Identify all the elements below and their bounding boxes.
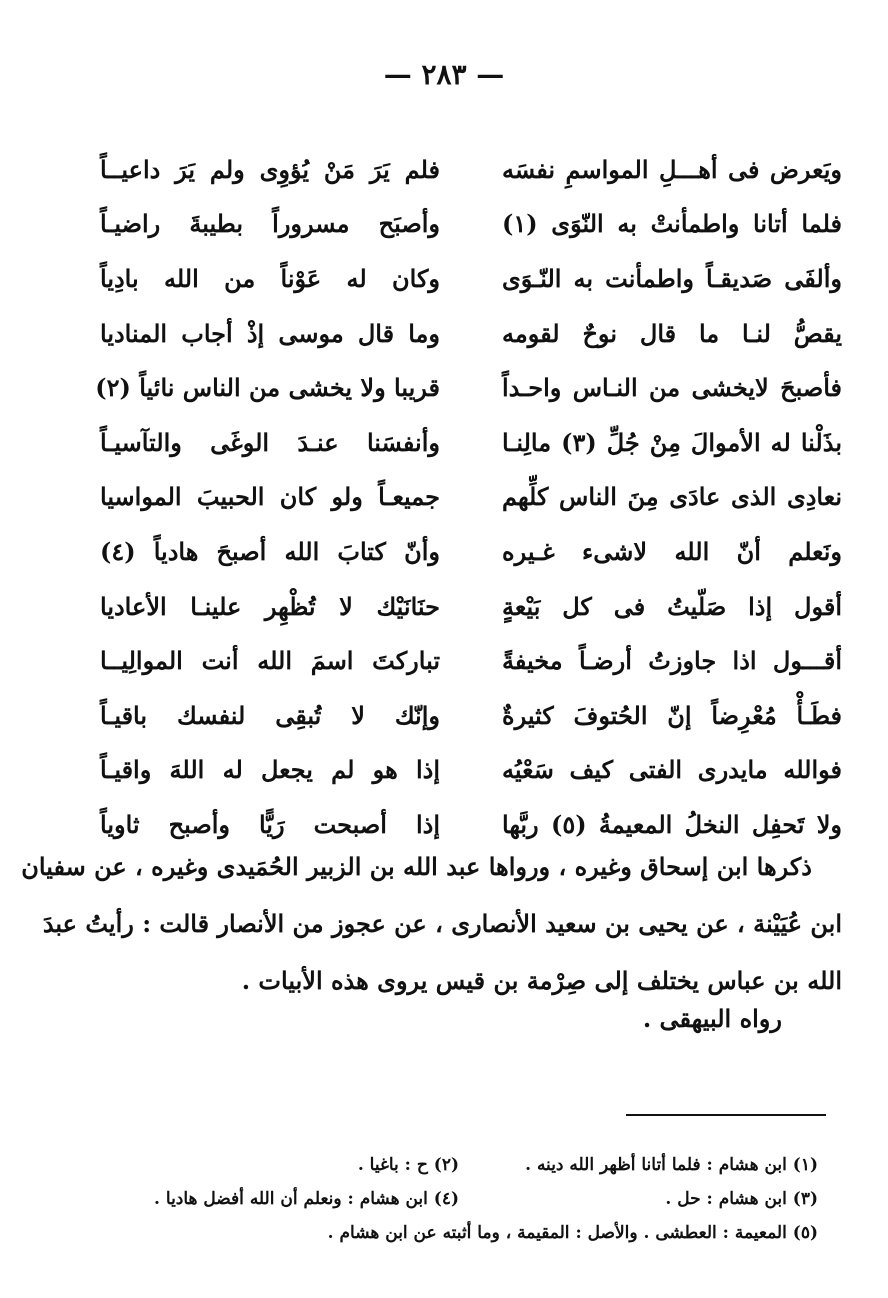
verse-right-hemistich: نعادِى الذى عادَى مِنَ الناس كلِّهم (502, 482, 842, 512)
verse-right-hemistich: بذَلْنا له الأموالَ مِنْ جُلِّ (٣) مالِنـا (502, 427, 842, 457)
verse-right-hemistich: ولا تَحفِل النخلُ المعيمةُ (٥) ربَّها (502, 809, 842, 839)
verse-left-hemistich: وأصبَح مسروراً بطيبةَ راضيـاً (100, 209, 440, 239)
footnote: (٢) ح : باغيا . (357, 1155, 459, 1175)
verse-left-hemistich: إذا أصبحت رَيًّا وأصبح ثاوياً (100, 809, 440, 839)
verse-right-hemistich: فوالله مايدرى الفتى كيف سَعْيُه (502, 755, 842, 785)
verse-right-hemistich: ويَعرض فى أهـــلِ المواسمِ نفسَه (502, 154, 842, 184)
footnote: (٣) ابن هشام : حل . (665, 1189, 818, 1209)
verse-left-hemistich: وكان له عَوْناً من الله بادِياً (100, 263, 440, 293)
footnote: (٥) المعيمة : العطشى . والأصل : المقيمة ، وما أثبته عن ابن هشام . (327, 1223, 818, 1243)
verse-row (100, 579, 842, 634)
prose-line: ذكرها ابن إسحاق وغيره ، ورواها عبد الله بن الزبير الحُمَيدى وغيره ، عن سفيان (21, 852, 812, 881)
verse-row (100, 688, 842, 743)
verse-row (100, 743, 842, 798)
verse-left-hemistich: إذا هو لم يجعل له اللهَ واقيـاً (100, 755, 440, 785)
verse-right-hemistich: أقول إذا صَلّيتُ فى كل بَيْعةٍ (502, 591, 842, 621)
footnote-row (100, 1148, 818, 1182)
footnote-row (100, 1216, 818, 1250)
verse-right-hemistich: ونَعلم أنّ الله لاشىء غـيره (502, 536, 842, 566)
page-number: — ٢٨٣ — (383, 58, 505, 91)
verse-left-hemistich: فلم يَرَ مَنْ يُؤوِى ولم يَرَ داعيــاً (100, 154, 440, 184)
verse-row (100, 524, 842, 579)
verse-row (100, 197, 842, 252)
footnote-row (100, 1182, 818, 1216)
poem (95, 142, 842, 852)
verse-right-hemistich: فطَـأْ مُعْرِضاً إنّ الحُتوفَ كثيرةٌ (502, 700, 842, 730)
verse-right-hemistich: يقصُّ لنـا ما قال نوحٌ لقومه (502, 318, 842, 348)
verse-row (100, 470, 842, 525)
verse-right-hemistich: فلما أتانا واطمأنتْ به النّوَى (١) (502, 209, 842, 239)
verse-row (95, 360, 842, 415)
verse-right-hemistich: فأصبحَ لايخشى من النـاس واحـداً (502, 373, 842, 403)
verse-row (100, 633, 842, 688)
verse-left-hemistich: وما قال موسى إذْ أجاب المناديا (100, 318, 440, 348)
verse-left-hemistich: جميعـاً ولو كان الحبيبَ المواسيا (100, 482, 440, 512)
verse-row (100, 415, 842, 470)
verse-left-hemistich: حنَانَيْك لا تُظْهِر علينـا الأعاديا (100, 591, 440, 621)
verse-left-hemistich: وإنّك لا تُبقِى لنفسك باقيـاً (100, 700, 440, 730)
verse-row (100, 306, 842, 361)
verse-right-hemistich: وألفَى صَديقـاً واطمأنت به النّـوَى (502, 263, 842, 293)
footnote-separator (626, 1114, 826, 1116)
footnote: (١) ابن هشام : فلما أتانا أظهر الله دينه . (525, 1155, 818, 1175)
source-attribution: رواه البيهقى . (642, 1004, 782, 1033)
verse-left-hemistich: وأنفسَنا عنـدَ الوغَى والتآسيـاً (100, 427, 440, 457)
prose-line: ابن عُيَيْنة ، عن يحيى بن سعيد الأنصارى ، عن عجوز من الأنصار قالت : رأيتُ عبدَ (42, 909, 842, 938)
footnote: (٤) ابن هشام : ونعلم أن الله أفضل هاديا . (154, 1189, 459, 1209)
verse-row (100, 251, 842, 306)
footnotes (100, 1148, 818, 1250)
verse-right-hemistich: أقـــول اذا جاوزتُ أرضـاً مخيفةً (502, 646, 842, 676)
verse-left-hemistich: وأنّ كتابَ الله أصبحَ هادياً (٤) (100, 536, 440, 566)
verse-row (100, 142, 842, 197)
verse-left-hemistich: تباركتَ اسمَ الله أنت الموالِيــا (100, 646, 440, 676)
prose-line: الله بن عباس يختلف إلى صِرْمة بن قيس يروى هذه الأبيات . (241, 966, 842, 995)
verse-left-hemistich: قريبا ولا يخشى من الناس نائياً (٢) (95, 373, 440, 403)
prose-paragraph (21, 838, 842, 1009)
